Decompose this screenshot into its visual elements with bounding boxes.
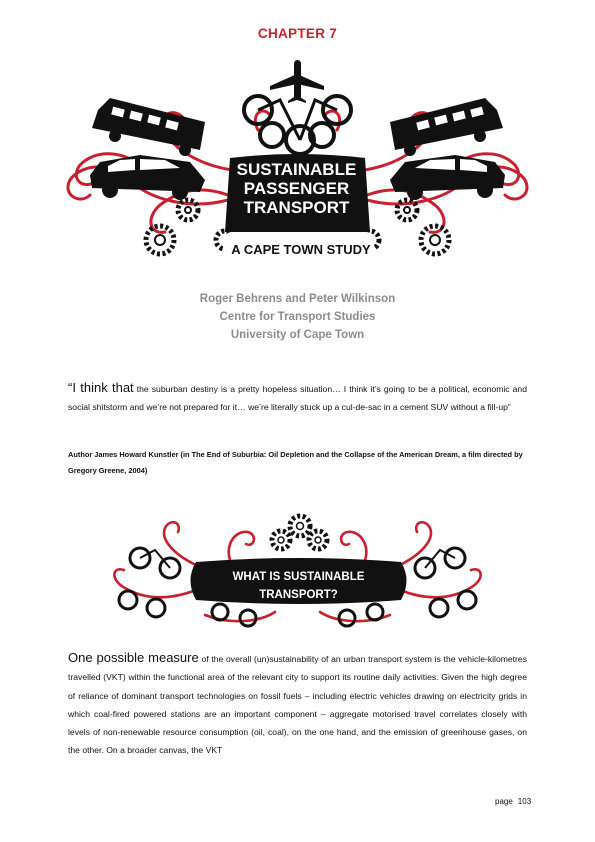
author-affiliation: Centre for Transport Studies: [219, 311, 376, 323]
hero-title-line: SUSTAINABLE: [236, 160, 357, 179]
page-number-value: 103: [517, 797, 532, 806]
hero-title-line: TRANSPORT: [243, 198, 350, 217]
body-paragraph: [68, 649, 527, 760]
hero-title: [228, 160, 365, 217]
hero-subtitle: A CAPE TOWN STUDY: [231, 242, 371, 257]
chapter-label: CHAPTER 7: [257, 26, 338, 41]
quote-attribution: Author James Howard Kunstler (in The End of Suburbia: Oil Depletion and the Collapse of the American Dream, a film directed by Gregory Greene, 2004): [68, 450, 523, 475]
page-number: [490, 797, 530, 806]
author-institution: University of Cape Town: [230, 329, 365, 341]
section-heading-line: TRANSPORT?: [259, 589, 338, 601]
hero-title-line: PASSENGER: [243, 179, 350, 198]
quote-text: the suburban destiny is a pretty hopeless situation… I think it’s going to be a political, economic and social shitstorm and we’re not prepared for it… we’re literally stuck up a cul-de-sac in a cement SUV without a fill-up”: [68, 384, 527, 413]
body-lead: One possible measure: [68, 650, 199, 665]
epigraph-quote: [68, 379, 527, 417]
section-heading: [196, 568, 401, 604]
author-block: [0, 290, 595, 344]
section-heading-line: WHAT IS SUSTAINABLE: [232, 571, 365, 583]
author-names: Roger Behrens and Peter Wilkinson: [199, 293, 396, 305]
page-label: page: [495, 797, 513, 806]
body-text: of the overall (un)sustainability of an urban transport system is the vehicle-kilometres travelled (VKT) within the functional area of the relevant city to support its routine daily activities. Given the high degree of reliance of dominant transport technologies on fossil fuels – including electric vehicles drawing on electricity grids in which coal-fired powered stations are an important component – aggregate motorised travel correlates closely with levels of non-renewable resource consumption (oil, coal), on the one hand, and the emission of greenhouse gases, on the other. On a broader canvas, the VKT: [68, 654, 527, 756]
quote-lead: “I think that: [68, 380, 134, 395]
